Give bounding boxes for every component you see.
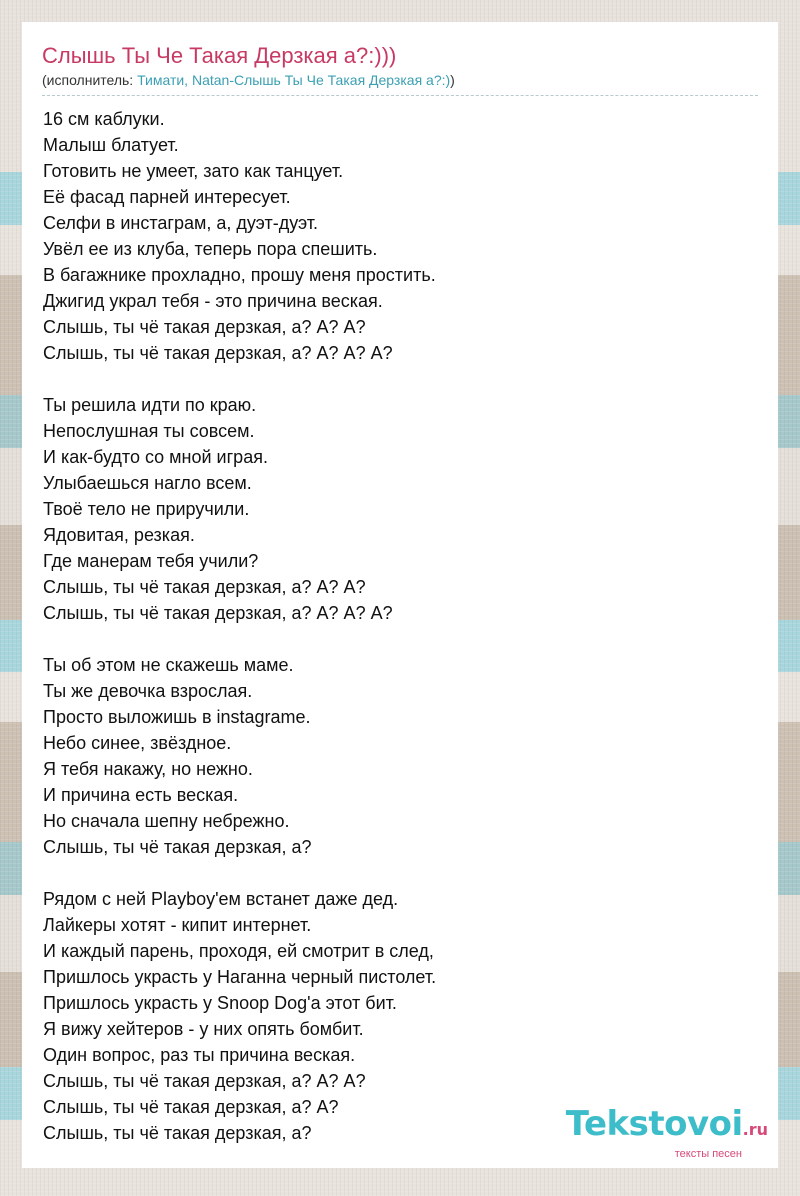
artist-line	[42, 70, 758, 90]
logo-tagline: тексты песен	[674, 1148, 742, 1160]
logo-wordmark	[565, 1104, 768, 1147]
artist-suffix: )	[450, 72, 455, 88]
song-title: Слышь Ты Че Такая Дерзкая а?:)))	[42, 43, 397, 68]
lyrics-text: 16 см каблуки. Малыш блатует. Готовить не умеет, зато как танцует. Её фасад парней интересует. Селфи в инстаграм, а, дуэт-дуэт. Увёл ее из клуба, теперь пора спешить. В багажнике прохладно, прошу меня простить. Джигид украл тебя - это причина веская. Слышь, ты чё такая дерзкая, а? А? А? Слышь, ты чё такая дерзкая, а? А? А? А? Ты решила идти по краю. Непослушная ты совсем. И как-будто со мной играя. Улыбаешься нагло всем. Твоё тело не приручили. Ядовитая, резкая. Где манерам тебя учили? Слышь, ты чё такая дерзкая, а? А? А? Слышь, ты чё такая дерзкая, а? А? А? А? Ты об этом не скажешь маме. Ты же девочка взрослая. Просто выложишь в instagrame. Небо синее, звёздное. Я тебя накажу, но нежно. И причина есть веская. Но сначала шепну небрежно. Слышь, ты чё такая дерзкая, а? Рядом с ней Playboy'ем встанет даже дед. Лайкеры хотят - кипит интернет. И каждый парень, проходя, ей смотрит в след, Пришлось украсть у Наганна черный пистолет. Пришлось украсть у Snoop Dog'а этот бит. Я вижу хейтеров - у них опять бомбит. Один вопрос, раз ты причина веская. Слышь, ты чё такая дерзкая, а? А? А? Слышь, ты чё такая дерзкая, а? А? Слышь, ты чё такая дерзкая, а?	[43, 109, 437, 1143]
lyrics-card	[22, 22, 778, 1168]
site-logo[interactable]	[565, 1104, 768, 1160]
song-header	[42, 42, 758, 96]
artist-prefix: (исполнитель:	[42, 72, 138, 88]
artist-link[interactable]: Тимати, Natan-Слышь Ты Че Такая Дерзкая а?:)	[137, 72, 451, 88]
logo-tld: .ru	[742, 1120, 768, 1139]
logo-name: Tekstovoi	[565, 1104, 743, 1144]
